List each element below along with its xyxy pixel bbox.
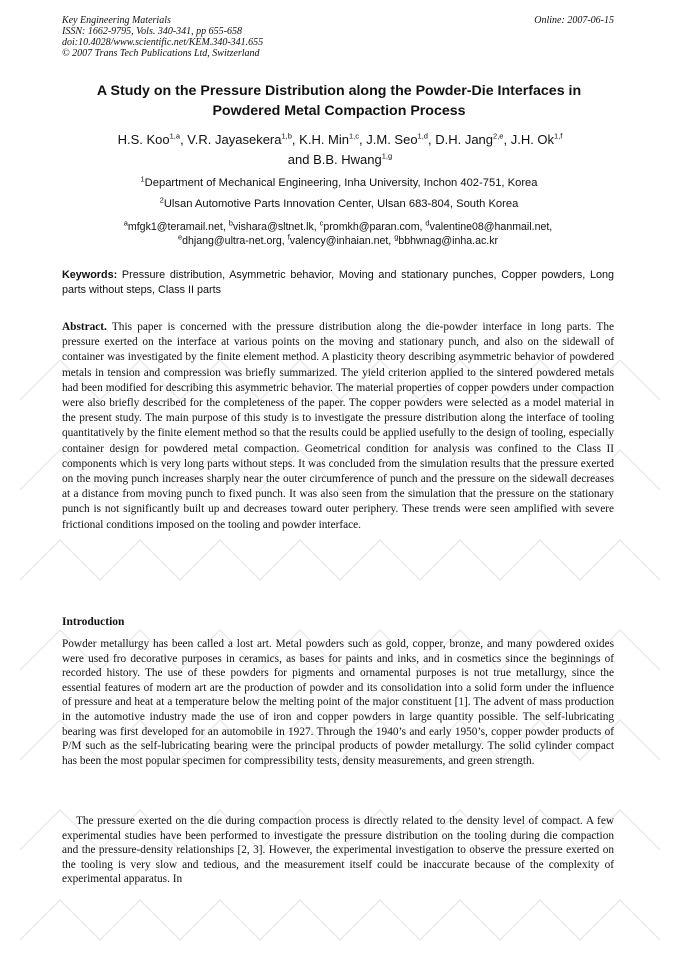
author-name: J.H. Ok	[510, 132, 555, 147]
author-sup: 1,b	[281, 131, 292, 141]
affiliation-2	[50, 197, 628, 211]
author	[366, 132, 435, 147]
keywords	[62, 268, 614, 298]
email-address: bbhwnag@inha.ac.kr	[398, 235, 499, 247]
email-address: mfgk1@teramail.net,	[127, 221, 229, 233]
author	[511, 132, 563, 147]
paper-title	[50, 81, 628, 121]
email-sup: b	[228, 218, 233, 228]
doi-line: doi:10.4028/www.scientific.net/KEM.340-341.655	[62, 37, 264, 48]
abstract-label: Abstract.	[62, 321, 107, 333]
email-address: valentine08@hanmail.net,	[429, 221, 553, 233]
journal-header	[62, 15, 614, 59]
author-sep: ,	[180, 132, 188, 147]
author	[187, 132, 299, 147]
email-address: vishara@sltnet.lk,	[232, 221, 320, 233]
affiliation-text: Department of Mechanical Engineering, Inha University, Inchon 402-751, Korea	[144, 177, 538, 189]
author-sup: 1,f	[554, 131, 563, 141]
abstract-text: This paper is concerned with the pressure distribution along the die-powder interface in long parts. The pressure exerted on the interface at various points on the moving and stationary punch, and also on the sidewall of container was investigated by the finite element method. A plasticity theory describing asymmetric behavior of powdered metals in tension and compression was briefly summarized. The yield criterion applied to the sintered powdered metals had been modified for describing this asymmetric behavior. The material properties of copper powders under compaction were also briefly described for the completeness of the paper. The copper powders were selected as a model material in the present study. The main purpose of this study is to investigate the pressure distribution along the interface of tooling quantitatively by the finite element method so that the results could be applied usefully to the design of tooling, especially container design for powdered metal compaction. Geometrical condition for analysis was confined to the Class II components which is very long parts without steps. It was concluded from the simulation results that the pressure exerted on the moving punch increases sharply near the outer circumference of punch and the pressure on the sidewall decreases at a distance from moving punch to fixed punch. It was also seen from the simulation that the pressure on the stationary punch is not significantly built up and decreases toward outer periphery. These trends were seen amplified with severe frictional conditions imposed on the tooling and powder interface.	[62, 321, 614, 531]
email-address: dhjang@ultra-net.org,	[182, 235, 288, 247]
affiliation-text: Ulsan Automotive Parts Innovation Center, Ulsan 683-804, South Korea	[163, 198, 519, 210]
section-heading-introduction: Introduction	[62, 616, 125, 628]
author	[288, 152, 392, 167]
author	[118, 132, 188, 147]
author-sup: 1,c	[349, 131, 360, 141]
author-name: J.M. Seo	[366, 132, 418, 147]
email-address: promkh@paran.com,	[323, 221, 426, 233]
affiliation-sup: 1	[140, 174, 145, 184]
abstract	[62, 320, 614, 533]
copyright-line: © 2007 Trans Tech Publications Ltd, Switzerland	[62, 48, 260, 59]
title-line-1: A Study on the Pressure Distribution along the Powder-Die Interfaces in	[96, 83, 582, 99]
author	[435, 132, 510, 147]
keywords-text: Pressure distribution, Asymmetric behavior, Moving and stationary punches, Copper powders, Long parts without steps, Class II parts	[62, 269, 614, 296]
affiliation-1	[50, 176, 628, 190]
email-sup: f	[287, 232, 290, 242]
email-sup: g	[394, 232, 399, 242]
author-name: D.H. Jang	[435, 132, 494, 147]
author	[299, 132, 366, 147]
author-sep: ,	[291, 132, 300, 147]
author-sup: 2,e	[493, 131, 504, 141]
author-sup: 1,a	[169, 131, 181, 141]
author-name: K.H. Min	[299, 132, 349, 147]
email-sup: e	[177, 232, 183, 242]
author-name: V.R. Jayasekera	[187, 132, 282, 147]
journal-name: Key Engineering Materials	[62, 15, 171, 26]
author-list	[55, 130, 625, 170]
online-date: Online: 2007-06-15	[534, 15, 614, 26]
author-name: H.S. Koo	[117, 132, 170, 147]
author-sup: 1,g	[381, 151, 393, 161]
author-sep: ,	[359, 132, 367, 147]
author-name: and B.B. Hwang	[287, 152, 382, 167]
author-sep: ,	[503, 132, 511, 147]
email-sup: c	[319, 218, 324, 228]
issn-line: ISSN: 1662-9795, Vols. 340-341, pp 655-658	[62, 26, 242, 37]
author-sep: ,	[427, 132, 436, 147]
affiliation-sup: 2	[159, 195, 164, 205]
title-line-2: Powdered Metal Compaction Process	[212, 103, 466, 119]
keywords-label: Keywords:	[62, 269, 118, 281]
email-sup: a	[123, 218, 128, 228]
email-list	[62, 220, 614, 248]
email-address: valency@inhaian.net,	[289, 235, 395, 247]
email-sup: d	[425, 218, 430, 228]
intro-paragraph-1: Powder metallurgy has been called a lost art. Metal powders such as gold, copper, bronze, and many powdered oxides were used fro decorative purposes in ceramics, as bases for paints and inks, and in cosmetics since the beginnings of recorded history. The use of these powders for pigments and ornamental purposes is not true metallurgy, since the essential features of modern art are the production of powder and its consolidation into a solid form under the influence of pressure and heat at a temperature below the melting point of the major constituent [1]. The advent of mass production in the automotive industry made the use of iron and copper powders in large quantity possible. The self-lubricating bearing was first developed for an automobile in 1927. Through the 1940’s and early 1950’s, copper powder products of P/M such as the self-lubricating bearing were the principal products of powder metallurgy. The solid cylinder compact has been the most popular specimen for compressibility tests, density measurements, and green strength.	[62, 638, 614, 767]
author-sup: 1,d	[417, 131, 428, 141]
intro-paragraph-2: The pressure exerted on the die during compaction process is directly related to the density level of compact. A few experimental studies have been performed to investigate the pressure distribution on the tooling during die compaction and the pressure-density relationships [2, 3]. However, the experimental investigation to observe the pressure exerted on the tooling is very slow and tedious, and the measurement itself could be inaccurate because of the complexity of experimental apparatus. In	[62, 815, 614, 886]
